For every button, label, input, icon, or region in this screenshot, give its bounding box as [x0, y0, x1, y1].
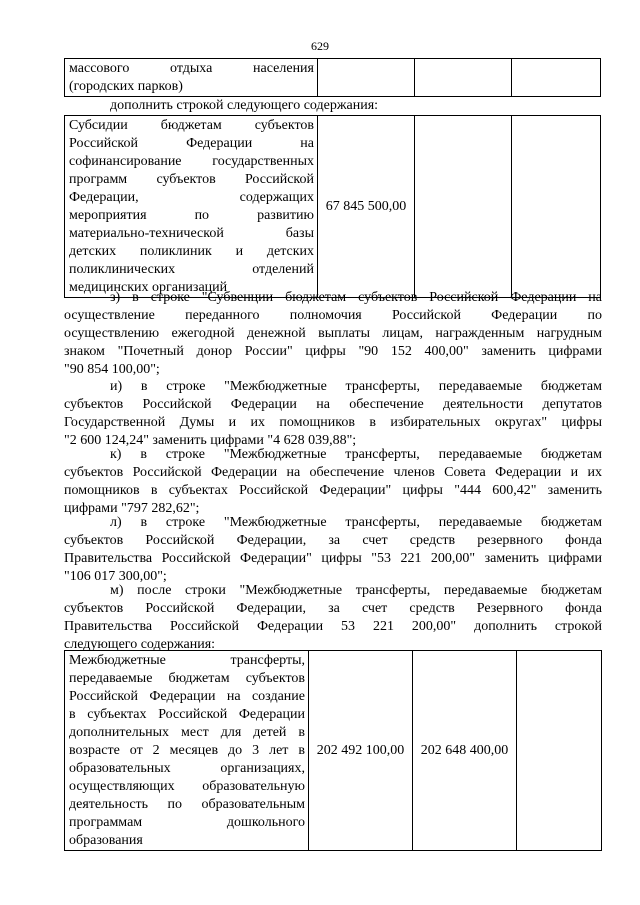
para-line: л) в строке "Межбюджетные трансферты, передаваемые бюджетам [110, 515, 602, 530]
row-name-cell [65, 651, 309, 851]
page-number: 629 [311, 39, 329, 53]
cell-line: (городских парков) [69, 79, 183, 94]
cell-line: образования [69, 833, 143, 848]
table-subsidies [64, 115, 601, 298]
paragraph-l [64, 514, 602, 586]
para-line: осуществление переданного полномочия Российской Федерации по [64, 308, 602, 323]
value-cell-2: 202 648 400,00 [413, 651, 517, 851]
cell-line: Межбюджетные трансферты, [69, 653, 305, 668]
value-cell-1 [318, 59, 415, 97]
paragraph-m [64, 582, 602, 654]
para-line: цифрами "797 282,62"; [64, 501, 200, 516]
para-line: "106 017 300,00"; [64, 569, 167, 584]
cell-line: медицинских организаций [69, 280, 228, 295]
para-line: Правительства Российской Федерации 53 221 200,00" дополнить строкой [64, 619, 602, 634]
cell-line: Российской Федерации на создание [69, 689, 305, 704]
paragraph-k [64, 446, 602, 518]
row-name-cell [65, 116, 318, 298]
para-line: и) в строке "Межбюджетные трансферты, передаваемые бюджетам [110, 379, 602, 394]
cell-line: программам дошкольного [69, 815, 305, 830]
para-line: "90 854 100,00"; [64, 362, 160, 377]
cell-line: осуществляющих образовательную [69, 779, 305, 794]
para-line: помощников в субъектах Российской Федерации" цифры "444 600,42" заменить [64, 483, 602, 498]
para-line: Правительства Российской Федерации" цифры "53 221 200,00" заменить цифрами [64, 551, 602, 566]
para-line: Государственной Думы и их помощников в избирательных округах" цифры [64, 415, 602, 430]
para-line: субъектов Российской Федерации на обеспечение деятельности депутатов [64, 397, 602, 412]
para-line: м) после строки "Межбюджетные трансферты, передаваемые бюджетам [110, 583, 602, 598]
para-line: з) в строке "Субвенции бюджетам субъектов Российской Федерации на [110, 290, 602, 305]
value-cell-3 [512, 116, 601, 298]
cell-line: Российской Федерации на [69, 136, 314, 151]
cell-line: детских поликлиник и детских [69, 244, 314, 259]
value-cell-2 [415, 59, 512, 97]
paragraph-i [64, 378, 602, 450]
para-line: к) в строке "Межбюджетные трансферты, передаваемые бюджетам [110, 447, 602, 462]
cell-line: передаваемые бюджетам субъектов [69, 671, 305, 686]
table-interbudget-transfers [64, 650, 602, 851]
value-cell-1: 67 845 500,00 [318, 116, 415, 298]
para-line: субъектов Российской Федерации на обеспечение членов Совета Федерации и их [64, 465, 602, 480]
para-line: осуществлению ежегодной денежной выплаты лицам, награжденным нагрудным [64, 326, 602, 341]
table-row [65, 59, 601, 97]
cell-line: массового отдыха населения [69, 61, 314, 76]
insert-line: дополнить строкой следующего содержания: [110, 98, 379, 113]
cell-line: софинансирование государственных [69, 154, 314, 169]
value-cell-3 [512, 59, 601, 97]
cell-line: в субъектах Российской Федерации [69, 707, 305, 722]
cell-line: образовательных организациях, [69, 761, 305, 776]
para-line: "2 600 124,24" заменить цифрами "4 628 039,88"; [64, 433, 357, 448]
paragraph-z [64, 289, 602, 379]
cell-line: дополнительных мест для детей в [69, 725, 305, 740]
cell-line: Федерации, содержащих [69, 190, 314, 205]
table-row [65, 651, 602, 851]
para-line: знаком "Почетный донор России" цифры "90 152 400,00" заменить цифрами [64, 344, 602, 359]
para-line: следующего содержания: [64, 637, 216, 652]
cell-line: деятельность по образовательным [69, 797, 305, 812]
cell-line: программ субъектов Российской [69, 172, 314, 187]
para-line: субъектов Российской Федерации, за счет средств Резервного фонда [64, 601, 602, 616]
value-cell-3 [517, 651, 602, 851]
value-cell-2 [415, 116, 512, 298]
table-continuation [64, 58, 601, 97]
row-name-cell [65, 59, 318, 97]
cell-line: возрасте от 2 месяцев до 3 лет в [69, 743, 305, 758]
cell-line: мероприятия по развитию [69, 208, 314, 223]
value-cell-1: 202 492 100,00 [309, 651, 413, 851]
para-line: субъектов Российской Федерации, за счет средств резервного фонда [64, 533, 602, 548]
cell-line: Субсидии бюджетам субъектов [69, 118, 314, 133]
cell-line: поликлинических отделений [69, 262, 314, 277]
cell-line: материально-технической базы [69, 226, 314, 241]
table-row [65, 116, 601, 298]
